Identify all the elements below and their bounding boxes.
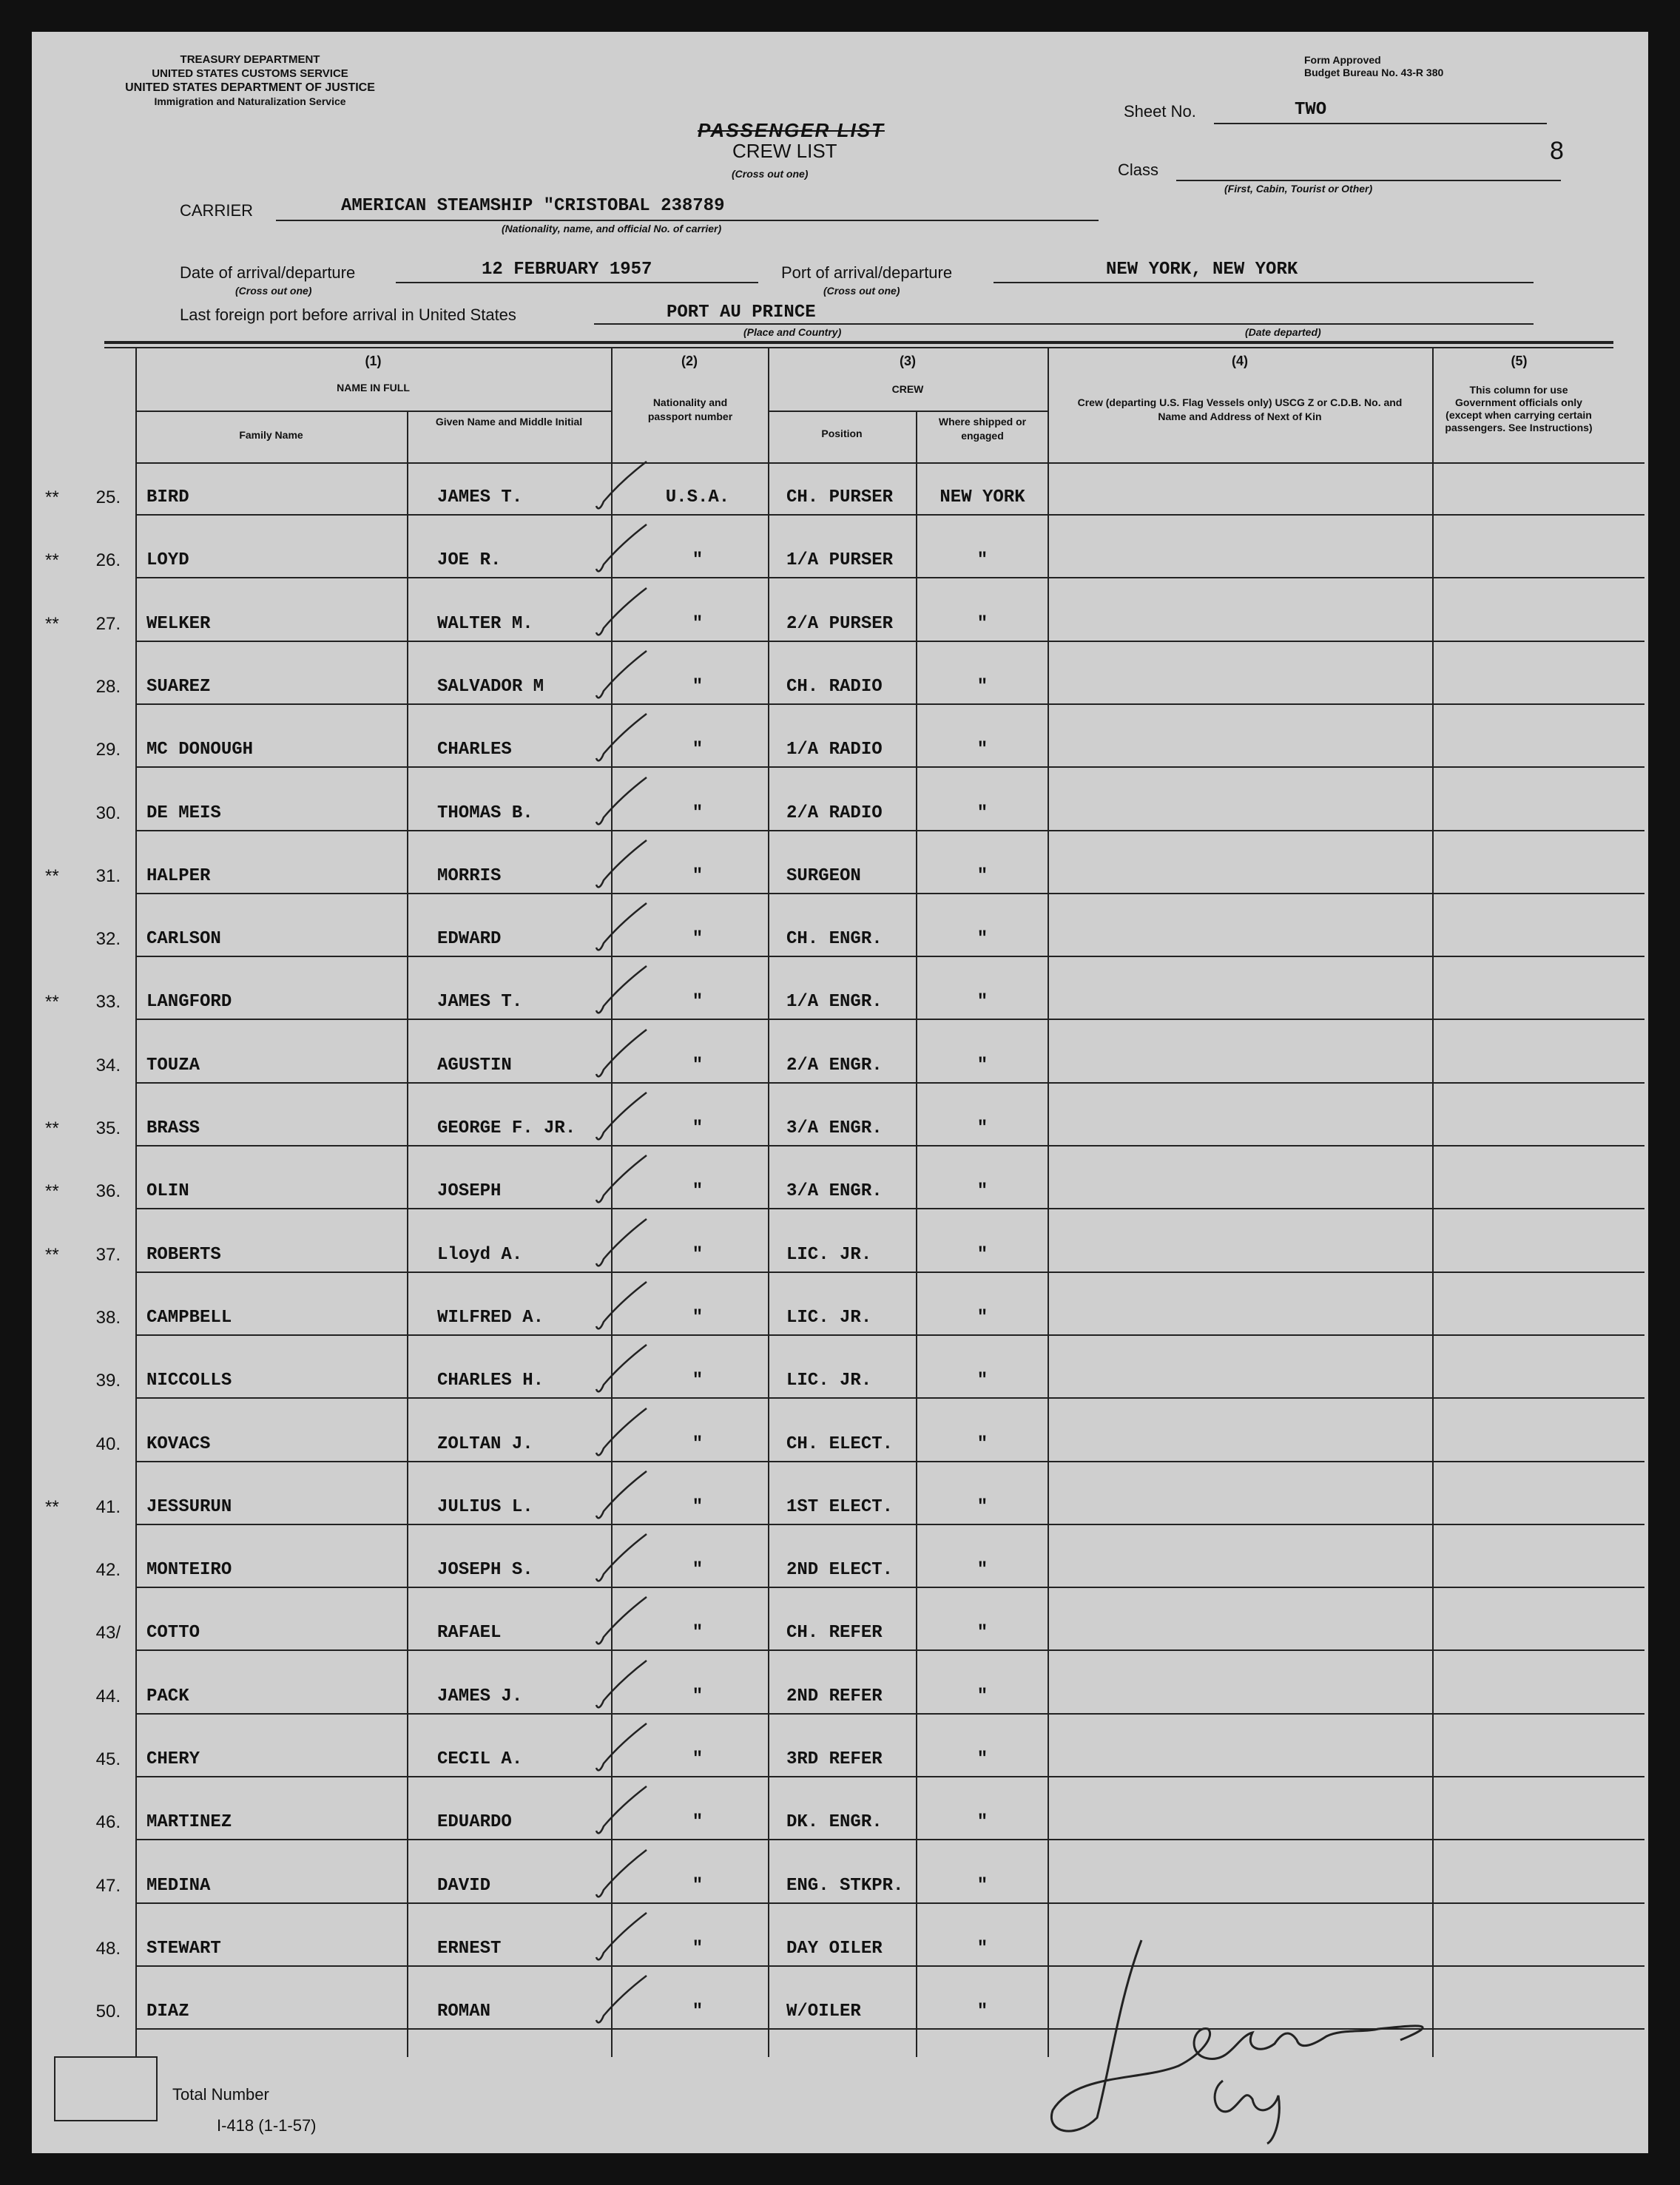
position: CH. RADIO [786,677,883,697]
given-name: JOSEPH [437,1181,502,1201]
government-use-header: This column for use Government officials only (except when carrying certain passengers. See Instructions) [1445,384,1593,433]
row-mark: ** [45,550,59,570]
given-name: RAFAEL [437,1623,502,1643]
nationality: " [692,1308,704,1328]
check-mark-icon [590,457,650,516]
row-mark: ** [45,1181,59,1201]
date-note: (Cross out one) [235,285,312,297]
form-approved-text: Form Approved [1304,54,1381,66]
check-mark-icon [590,1025,650,1084]
nationality: " [692,1371,704,1391]
total-number-label: Total Number [172,2085,269,2104]
where-shipped-header: Where shipped or engaged [938,416,1027,442]
check-mark-icon [590,1971,650,2030]
row-mark: ** [45,1118,59,1138]
check-mark-icon [590,1215,650,1274]
row-number: 34. [95,1056,121,1075]
position: CH. REFER [786,1623,883,1643]
given-name: SALVADOR M [437,677,544,697]
nationality: " [692,1623,704,1643]
form-number: I-418 (1-1-57) [217,2116,317,2135]
given-name: GEORGE F. JR. [437,1118,576,1138]
row-number: 36. [95,1181,121,1201]
given-name: DAVID [437,1876,491,1896]
nationality: " [692,929,704,949]
agency-block [91,53,409,109]
check-mark-icon [590,1845,650,1905]
given-name: ERNEST [437,1939,502,1959]
row-mark: ** [45,1245,59,1265]
last-port-label: Last foreign port before arrival in United States [180,305,516,324]
nationality: " [692,1749,704,1769]
nationality: " [692,1560,704,1580]
port-note: (Cross out one) [823,285,900,297]
row-mark: ** [45,992,59,1012]
col4-number: (4) [1232,354,1248,368]
family-name: WELKER [146,614,211,634]
where-shipped: " [976,1876,988,1896]
given-name: WILFRED A. [437,1308,544,1328]
nationality: " [692,803,704,823]
family-name: LOYD [146,550,189,570]
position: 2ND REFER [786,1686,883,1706]
row-number: 43/ [95,1623,121,1643]
position: 1/A PURSER [786,550,894,570]
class-note: (First, Cabin, Tourist or Other) [1224,183,1373,195]
nationality: " [692,614,704,634]
where-shipped: " [976,1181,988,1201]
family-name: CHERY [146,1749,200,1769]
row-number: 26. [95,550,121,570]
nationality: " [692,2002,704,2022]
position: DK. ENGR. [786,1812,883,1832]
position: 1/A ENGR. [786,992,883,1012]
col3-title: CREW [891,383,924,395]
where-shipped: " [976,1497,988,1517]
where-shipped: " [976,1308,988,1328]
nationality: " [692,866,704,886]
where-shipped: " [976,929,988,949]
agency-line3: UNITED STATES DEPARTMENT OF JUSTICE [125,81,375,94]
family-name: NICCOLLS [146,1371,232,1391]
given-name: THOMAS B. [437,803,533,823]
family-name: CARLSON [146,929,221,949]
given-name: JAMES T. [437,487,523,507]
form-approval [1304,54,1443,79]
family-name: OLIN [146,1181,189,1201]
family-name: STEWART [146,1939,221,1959]
where-shipped: " [976,614,988,634]
position: 3RD REFER [786,1749,883,1769]
nationality: " [692,1056,704,1075]
budget-bureau-text: Budget Bureau No. 43-R 380 [1304,67,1444,78]
nationality: " [692,1434,704,1454]
given-name: ROMAN [437,2002,491,2022]
check-mark-icon [590,1088,650,1147]
family-name: JESSURUN [146,1497,232,1517]
row-number: 45. [95,1749,121,1769]
given-name: EDUARDO [437,1812,512,1832]
given-name: CECIL A. [437,1749,523,1769]
next-of-kin-header: Crew (departing U.S. Flag Vessels only) USCG Z or C.D.B. No. and Name and Address of Next of Kin [1077,396,1403,422]
where-shipped: " [976,1560,988,1580]
family-name: PACK [146,1686,189,1706]
given-name: CHARLES H. [437,1371,544,1391]
check-mark-icon [590,1530,650,1589]
family-name: SUAREZ [146,677,211,697]
where-shipped: " [976,1686,988,1706]
check-mark-icon [590,899,650,958]
check-mark-icon [590,1404,650,1463]
title-cross-out-note: (Cross out one) [732,168,809,180]
where-shipped: " [976,866,988,886]
where-shipped: " [976,677,988,697]
row-number: 39. [95,1371,121,1391]
agency-line2: UNITED STATES CUSTOMS SERVICE [152,67,348,80]
position: SURGEON [786,866,861,886]
total-number-box [54,2056,158,2121]
nationality: " [692,550,704,570]
where-shipped: " [976,992,988,1012]
check-mark-icon [590,1719,650,1778]
row-number: 41. [95,1497,121,1517]
nationality: " [692,1876,704,1896]
row-number: 46. [95,1812,121,1832]
where-shipped: " [976,1623,988,1643]
where-shipped: " [976,1939,988,1959]
position: LIC. JR. [786,1308,872,1328]
where-shipped: " [976,1056,988,1075]
row-number: 38. [95,1308,121,1328]
given-name: AGUSTIN [437,1056,512,1075]
date-label: Date of arrival/departure [180,263,356,282]
position: 2/A PURSER [786,614,894,634]
where-shipped: NEW YORK [939,487,1025,507]
row-number: 31. [95,866,121,886]
port-label: Port of arrival/departure [781,263,953,282]
row-number: 32. [95,929,121,949]
col5-number: (5) [1511,354,1528,368]
family-name: CAMPBELL [146,1308,232,1328]
family-name: DIAZ [146,2002,189,2022]
nationality: " [692,1118,704,1138]
check-mark-icon [590,1151,650,1210]
position: LIC. JR. [786,1245,872,1265]
sheet-no-value: TWO [1295,100,1327,120]
nationality: " [692,992,704,1012]
check-mark-icon [590,962,650,1021]
check-mark-icon [590,1340,650,1399]
family-name: DE MEIS [146,803,221,823]
where-shipped: " [976,2002,988,2022]
nationality: " [692,740,704,760]
where-shipped: " [976,1371,988,1391]
given-name: Lloyd A. [437,1245,523,1265]
where-shipped: " [976,1245,988,1265]
position: 3/A ENGR. [786,1181,883,1201]
check-mark-icon [590,709,650,769]
signature-icon [1030,1896,1445,2147]
given-name: JULIUS L. [437,1497,533,1517]
position: DAY OILER [786,1939,883,1959]
carrier-value: AMERICAN STEAMSHIP "CRISTOBAL 238789 [341,196,725,216]
check-mark-icon [590,520,650,579]
passenger-list-crossed: PASSENGER LIST [698,119,885,141]
nationality-header: Nationality and passport number [647,396,733,422]
carrier-label: CARRIER [180,201,254,220]
family-name: MC DONOUGH [146,740,254,760]
col1-number: (1) [365,354,382,368]
where-shipped: " [976,1118,988,1138]
position-header: Position [821,428,863,439]
position: CH. ENGR. [786,929,883,949]
given-name: JAMES J. [437,1686,523,1706]
row-mark: ** [45,614,59,634]
where-shipped: " [976,740,988,760]
given-name: JOE R. [437,550,502,570]
row-number: 47. [95,1876,121,1896]
where-shipped: " [976,1434,988,1454]
row-number: 50. [95,2002,121,2022]
where-shipped: " [976,550,988,570]
position: 1/A RADIO [786,740,883,760]
family-name: MARTINEZ [146,1812,232,1832]
where-shipped: " [976,1749,988,1769]
position: 2/A RADIO [786,803,883,823]
family-name-header: Family Name [239,429,303,441]
check-mark-icon [590,1593,650,1652]
check-mark-icon [590,1782,650,1841]
given-name: JOSEPH S. [437,1560,533,1580]
row-number: 29. [95,740,121,760]
given-name: EDWARD [437,929,502,949]
family-name: HALPER [146,866,211,886]
position: 2ND ELECT. [786,1560,894,1580]
agency-line1: TREASURY DEPARTMENT [180,53,320,66]
row-number: 37. [95,1245,121,1265]
document-page [32,32,1648,2153]
nationality: " [692,1812,704,1832]
date-value: 12 FEBRUARY 1957 [482,260,652,280]
page-mark: 8 [1550,137,1564,165]
agency-line4: Immigration and Naturalization Service [154,95,346,107]
row-number: 28. [95,677,121,697]
check-mark-icon [590,584,650,643]
check-mark-icon [590,1467,650,1526]
nationality: " [692,1497,704,1517]
given-name: ZOLTAN J. [437,1434,533,1454]
family-name: COTTO [146,1623,200,1643]
given-name-header: Given Name and Middle Initial [435,416,583,428]
position: W/OILER [786,2002,861,2022]
position: 1ST ELECT. [786,1497,894,1517]
family-name: KOVACS [146,1434,211,1454]
where-shipped: " [976,1812,988,1832]
family-name: ROBERTS [146,1245,221,1265]
nationality: " [692,677,704,697]
given-name: MORRIS [437,866,502,886]
family-name: TOUZA [146,1056,200,1075]
row-number: 40. [95,1434,121,1454]
nationality: " [692,1245,704,1265]
check-mark-icon [590,1908,650,1968]
row-number: 35. [95,1118,121,1138]
crew-list-title: CREW LIST [732,140,837,162]
class-label: Class [1118,161,1159,179]
row-number: 44. [95,1686,121,1706]
family-name: MEDINA [146,1876,211,1896]
check-mark-icon [590,773,650,832]
row-number: 48. [95,1939,121,1959]
given-name: WALTER M. [437,614,533,634]
last-port-value: PORT AU PRINCE [667,303,816,322]
row-mark: ** [45,866,59,886]
position: CH. PURSER [786,487,894,507]
position: 2/A ENGR. [786,1056,883,1075]
port-value: NEW YORK, NEW YORK [1106,260,1298,280]
nationality: " [692,1686,704,1706]
col1-title: NAME IN FULL [337,382,410,394]
row-mark: ** [45,487,59,507]
position: ENG. STKPR. [786,1876,904,1896]
position: LIC. JR. [786,1371,872,1391]
row-number: 33. [95,992,121,1012]
given-name: CHARLES [437,740,512,760]
check-mark-icon [590,836,650,895]
date-departed-note: (Date departed) [1245,326,1321,338]
last-port-note: (Place and Country) [743,326,842,338]
check-mark-icon [590,1656,650,1715]
row-number: 30. [95,803,121,823]
given-name: JAMES T. [437,992,523,1012]
row-number: 27. [95,614,121,634]
position: CH. ELECT. [786,1434,894,1454]
family-name: LANGFORD [146,992,232,1012]
family-name: BRASS [146,1118,200,1138]
check-mark-icon [590,646,650,706]
position: 3/A ENGR. [786,1118,883,1138]
check-mark-icon [590,1277,650,1337]
nationality: " [692,1181,704,1201]
nationality: U.S.A. [665,487,730,507]
sheet-no-label: Sheet No. [1124,102,1196,121]
where-shipped: " [976,803,988,823]
col2-number: (2) [681,354,698,368]
row-number: 42. [95,1560,121,1580]
carrier-note: (Nationality, name, and official No. of carrier) [502,223,722,234]
col3-number: (3) [900,354,916,368]
row-mark: ** [45,1497,59,1517]
row-number: 25. [95,487,121,507]
family-name: BIRD [146,487,189,507]
family-name: MONTEIRO [146,1560,232,1580]
nationality: " [692,1939,704,1959]
